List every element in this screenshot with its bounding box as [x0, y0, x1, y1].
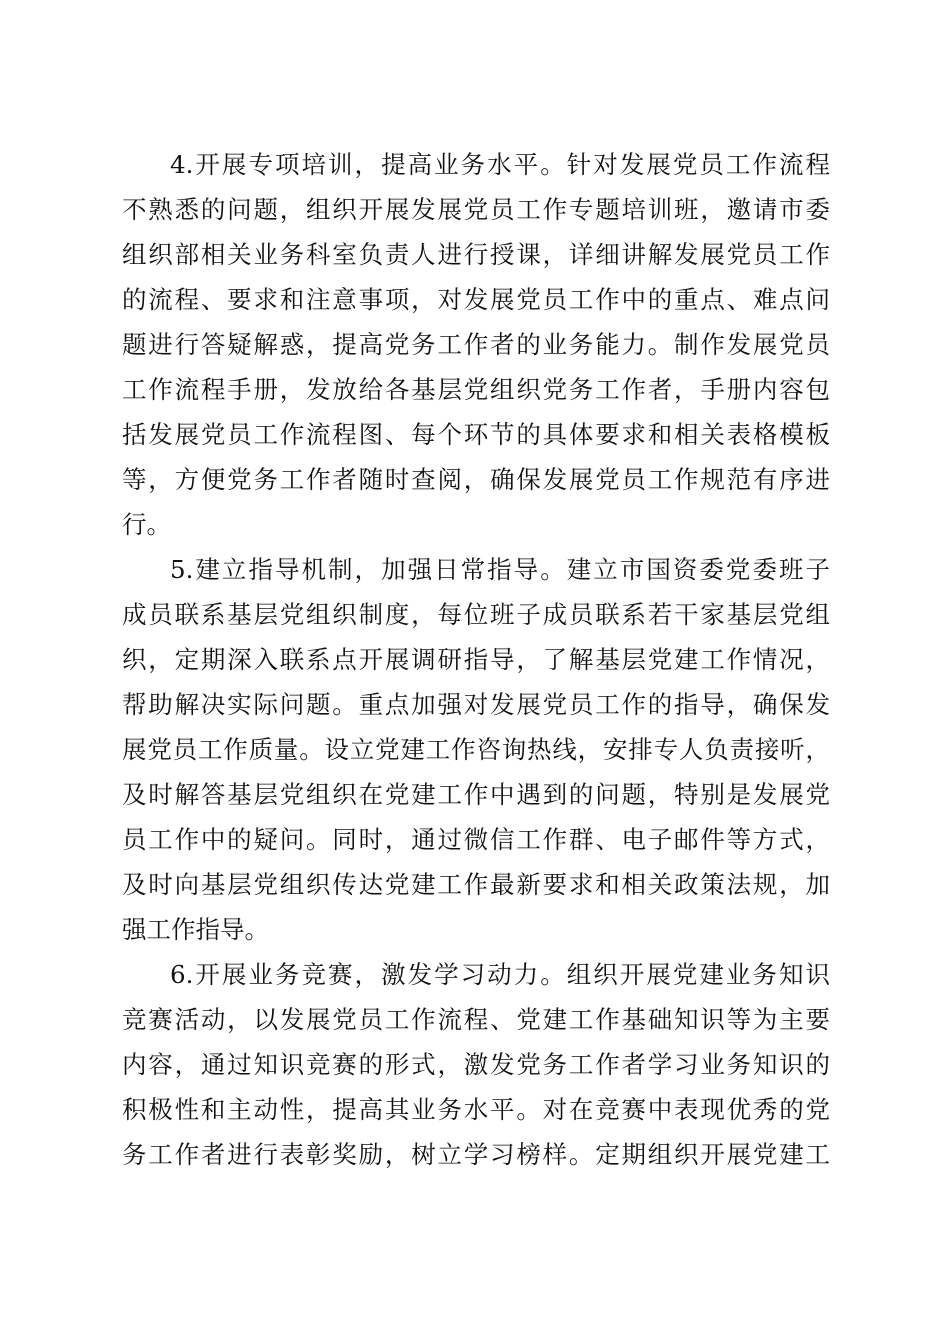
text-line: 成员联系基层党组织制度，每位班子成员联系若干家基层党组 [122, 600, 830, 629]
text-line: 等，方便党务工作者随时查阅，确保发展党员工作规范有序进 [122, 465, 830, 494]
text-line: 员工作中的疑问。同时，通过微信工作群、电子邮件等方式， [122, 825, 830, 854]
text-line: 4.开展专项培训，提高业务水平。针对发展党员工作流程 [170, 150, 830, 179]
text-line: 积极性和主动性，提高其业务水平。对在竞赛中表现优秀的党 [122, 1095, 830, 1124]
text-line: 5.建立指导机制，加强日常指导。建立市国资委党委班子 [170, 555, 830, 584]
text-line: 组织部相关业务科室负责人进行授课，详细讲解发展党员工作 [122, 240, 830, 269]
text-line: 务工作者进行表彰奖励，树立学习榜样。定期组织开展党建工 [122, 1140, 830, 1169]
text-line: 行。 [122, 510, 171, 539]
text-line: 竞赛活动，以发展党员工作流程、党建工作基础知识等为主要 [122, 1005, 830, 1034]
paragraph-6-competition [122, 952, 830, 1177]
text-line: 工作流程手册，发放给各基层党组织党务工作者，手册内容包 [122, 375, 830, 404]
text-line: 不熟悉的问题，组织开展发展党员工作专题培训班，邀请市委 [122, 195, 830, 224]
text-line: 括发展党员工作流程图、每个环节的具体要求和相关表格模板 [122, 420, 830, 449]
paragraph-4-training [122, 142, 830, 547]
text-line: 题进行答疑解惑，提高党务工作者的业务能力。制作发展党员 [122, 330, 830, 359]
text-line: 6.开展业务竞赛，激发学习动力。组织开展党建业务知识 [170, 960, 830, 989]
text-line: 的流程、要求和注意事项，对发展党员工作中的重点、难点问 [122, 285, 830, 314]
paragraph-5-guidance [122, 547, 830, 952]
text-line: 及时向基层党组织传达党建工作最新要求和相关政策法规，加 [122, 870, 830, 899]
text-line: 强工作指导。 [122, 915, 269, 944]
text-line: 织，定期深入联系点开展调研指导，了解基层党建工作情况， [122, 645, 830, 674]
text-line: 帮助解决实际问题。重点加强对发展党员工作的指导，确保发 [122, 690, 830, 719]
text-line: 内容，通过知识竞赛的形式，激发党务工作者学习业务知识的 [122, 1050, 830, 1079]
document-page [122, 142, 830, 1177]
text-line: 及时解答基层党组织在党建工作中遇到的问题，特别是发展党 [122, 780, 830, 809]
text-line: 展党员工作质量。设立党建工作咨询热线，安排专人负责接听， [122, 735, 830, 764]
